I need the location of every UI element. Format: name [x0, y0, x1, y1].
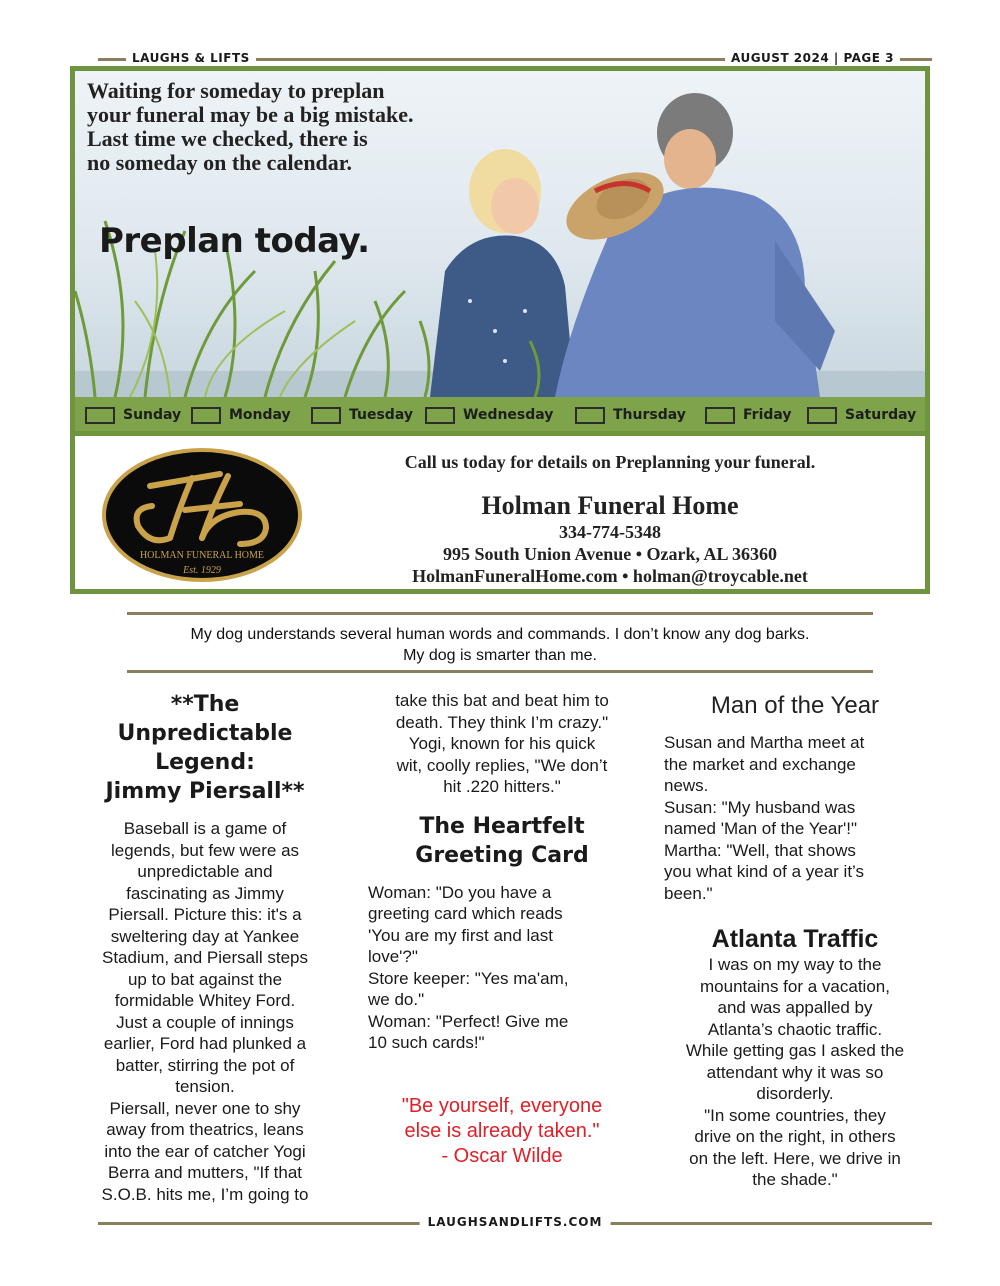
holman-logo-icon	[100, 446, 304, 584]
day-sunday: Sunday	[85, 405, 181, 425]
oscar-wilde-quote: "Be yourself, everyone else is already taken." - Oscar Wilde	[401, 1094, 603, 1167]
business-address: 995 South Union Avenue • Ozark, AL 36360	[442, 544, 778, 564]
checkbox-icon	[311, 407, 341, 424]
checkbox-icon	[85, 407, 115, 424]
day-saturday: Saturday	[807, 405, 916, 425]
funeral-home-ad[interactable]	[70, 66, 930, 594]
ad-contact-panel	[75, 431, 925, 589]
ad-tagline: Preplan today.	[99, 221, 370, 261]
ad-headline: Waiting for someday to preplan your funeral may be a big mistake. Last time we checked, there is no someday on the calendar.	[87, 78, 414, 175]
logo-name: HOLMAN FUNERAL HOME	[139, 550, 265, 561]
business-web-email[interactable]: HolmanFuneralHome.com • holman@troycable.net	[412, 566, 808, 586]
man-of-year-body: Susan and Martha meet at the market and exchange news. Susan: "My husband was named 'Man of the Year'!" Martha: "Well, that shows you what kind of a year it’s been."	[664, 733, 865, 903]
day-monday: Monday	[191, 405, 291, 425]
article-jimmy-piersall	[78, 690, 332, 1205]
atlanta-traffic-title: Atlanta Traffic	[711, 925, 879, 953]
business-phone[interactable]: 334-774-5348	[559, 522, 661, 542]
checkbox-icon	[191, 407, 221, 424]
middle-column	[368, 690, 636, 1169]
business-name: Holman Funeral Home	[481, 491, 739, 520]
greeting-card-body: Woman: "Do you have a greeting card which reads 'You are my first and last love'?" Store keeper: "Yes ma'am, we do." Woman: "Perfect! Give me 10 such cards!"	[368, 882, 569, 1052]
checkbox-icon	[575, 407, 605, 424]
greeting-card-title: The Heartfelt Greeting Card	[415, 813, 589, 868]
checkbox-icon	[425, 407, 455, 424]
article-title: **The Unpredictable Legend: Jimmy Piersall**	[105, 692, 305, 804]
divider	[127, 670, 873, 673]
day-tuesday: Tuesday	[311, 405, 413, 425]
day-thursday: Thursday	[575, 405, 686, 425]
checkbox-icon	[705, 407, 735, 424]
atlanta-traffic-body: I was on my way to the mountains for a vacation, and was appalled by Atlanta’s chaotic traffic. While getting gas I asked the attendant why it was so disorderly. "In some countries, they drive on the right, in others on the left. Here, we drive in the shade."	[685, 955, 905, 1189]
issue-page-label: AUGUST 2024 | PAGE 3	[725, 51, 900, 65]
logo-est: Est. 1929	[183, 565, 221, 576]
right-column	[664, 690, 926, 1191]
day-friday: Friday	[705, 405, 792, 425]
ad-photo	[75, 71, 925, 397]
page-footer	[98, 1212, 932, 1232]
ad-call-to-action: Call us today for details on Preplanning your funeral.	[404, 452, 816, 472]
divider	[127, 612, 873, 615]
publication-name: LAUGHS & LIFTS	[126, 51, 256, 65]
article-continuation: take this bat and beat him to death. They think I’m crazy." Yogi, known for his quick wit, coolly replies, "We don’t hit .220 hitters."	[395, 691, 609, 796]
checkbox-icon	[807, 407, 837, 424]
page-header	[98, 50, 932, 66]
footer-website[interactable]: LAUGHSANDLIFTS.COM	[420, 1215, 611, 1229]
dog-joke: My dog understands several human words and commands. I don’t know any dog barks. My dog is smarter than me.	[190, 626, 810, 664]
article-body: Baseball is a game of legends, but few were as unpredictable and fascinating as Jimmy Piersall. Picture this: it's a sweltering day at Yankee Stadium, and Piersall steps up to bat against the formidable Whitey Ford. Just a couple of innings earlier, Ford had plunked a batter, stirring the pot of tension. Piersall, never one to shy away from theatrics, leans into the ear of catcher Yogi Berra and mutters, "If that S.O.B. hits me, I’m going to	[101, 819, 309, 1204]
man-of-year-title: Man of the Year	[710, 692, 880, 719]
weekday-checkbox-bar	[75, 397, 925, 431]
day-wednesday: Wednesday	[425, 405, 553, 425]
